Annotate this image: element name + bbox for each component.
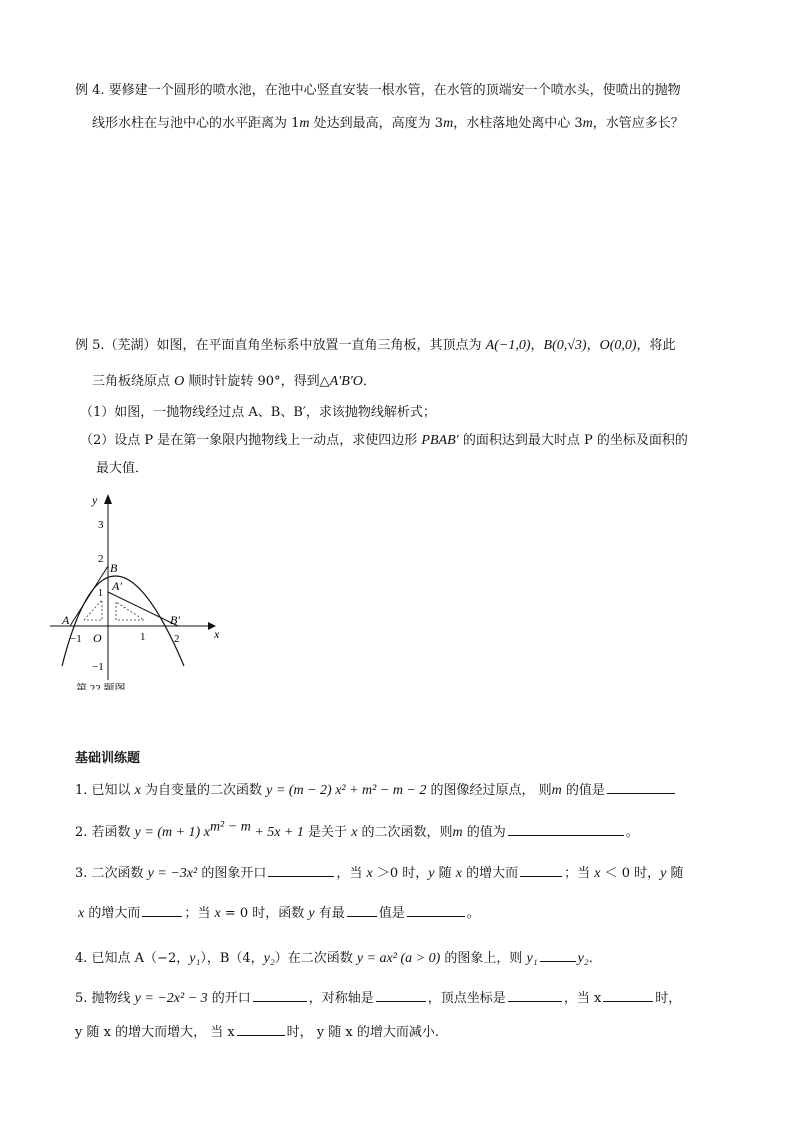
p5-text-d: ，顶点坐标是 <box>427 991 506 1006</box>
ex5-point-a: A(−1,0) <box>485 338 531 353</box>
ex5-origin: O <box>174 374 185 389</box>
point-b-label: B <box>110 561 118 575</box>
p5-blank-opening[interactable] <box>253 991 307 1002</box>
ex5-q1-text: （1）如图，一抛物线经过点 A、B、B′，求该抛物线解析式； <box>80 405 436 420</box>
p2-exponent: m² − m <box>209 819 251 835</box>
ex4-text1: 例 4. 要修建一个圆形的喷水池，在池中心竖直安装一根水管，在水管的顶端安一个喷水头，使喷出的抛物 <box>75 83 681 98</box>
p5-text-g: y 随 x 的增大而增大， 当 x <box>75 1025 235 1040</box>
p1-text-c: 的图像经过原点， 则 <box>426 783 552 798</box>
p3-var-x2: x <box>455 866 462 881</box>
p5-blank-vertex[interactable] <box>508 991 562 1002</box>
p5-text-a: 5. 抛物线 <box>75 991 135 1006</box>
origin-label: O <box>93 631 102 645</box>
p3-blank-increase[interactable] <box>520 866 562 877</box>
p1-text-b: 为自变量的二次函数 <box>140 783 267 798</box>
p4-answer-blank[interactable] <box>540 951 576 962</box>
ex5-q2 <box>80 434 688 448</box>
y-axis-label: y <box>92 493 98 507</box>
p5-blank-axis[interactable] <box>376 991 426 1002</box>
ex5-q2-line2 <box>96 462 148 475</box>
ex4-unit2: m <box>443 116 454 131</box>
ex4-text2a: 线形水柱在与池中心的水平距离为 1 <box>92 116 300 131</box>
p1-text-a: 1. 已知以 <box>75 783 135 798</box>
ex4-unit1: m <box>299 116 310 131</box>
ex4-unit3: m <box>582 116 593 131</box>
p1-answer-blank[interactable] <box>607 783 675 794</box>
p2-var-x: x <box>351 825 358 840</box>
inner-triangle-left <box>84 600 102 620</box>
parabola-curve <box>62 576 184 666</box>
y-axis-arrow <box>104 494 112 504</box>
problem-3-line1 <box>75 866 683 881</box>
p3-var-x5: x <box>214 906 221 921</box>
p1-text-d: 的值是 <box>561 783 605 798</box>
ex5-quadrilateral: PBAB′ <box>421 433 459 448</box>
p3-var-x1: x <box>366 866 373 881</box>
tick-x-1: 1 <box>140 631 146 643</box>
p5-text-c: ，对称轴是 <box>308 991 374 1006</box>
problem-3-line2 <box>78 906 480 921</box>
basics-title: 基础训练题 <box>75 751 141 766</box>
p3-text-v: 值是 <box>378 906 405 921</box>
p2-text-c: 的二次函数，则 <box>357 825 453 840</box>
p5-text-b: 的开口 <box>207 991 251 1006</box>
problem-5-line2 <box>75 1025 439 1039</box>
p5-function: y = −2x² − 3 <box>134 991 208 1006</box>
inner-triangle-right <box>116 602 144 620</box>
p4-text-c: ）在二次函数 <box>274 951 357 966</box>
p3-blank-value[interactable] <box>407 906 465 917</box>
p4-y2: y₂ <box>263 951 275 966</box>
x-axis-label: x <box>214 627 220 641</box>
p3-text-w: 。 <box>466 906 480 921</box>
ex5-triangle: A′B′O <box>329 374 363 389</box>
ex5-text2c: ． <box>362 374 376 389</box>
ex5-sep1: ， <box>530 338 544 353</box>
point-a-prime-label: A′ <box>112 579 122 593</box>
ex5-sep2: ， <box>586 338 600 353</box>
p5-blank-x1[interactable] <box>603 991 653 1002</box>
figure-caption: 第 22 题图 <box>76 683 126 690</box>
p3-blank-opening[interactable] <box>268 866 334 877</box>
p3-text-q: ；当 <box>184 906 215 921</box>
p5-text-e: ，当 x <box>563 991 602 1006</box>
p3-text-j: ；当 <box>564 866 595 881</box>
ex5-text2b: 顺时针旋转 90°，得到△ <box>184 374 330 389</box>
ex5-text1b: ，将此 <box>636 338 676 353</box>
ex5-q2-text-a: （2）设点 P 是在第一象限内抛物线上一动点，求使四边形 <box>80 433 422 448</box>
ex5-text1a: 例 5.（芜湖）如图，在平面直角坐标系中放置一直角三角板，其顶点为 <box>75 338 486 353</box>
p3-text-s: = 0 时，函数 <box>220 906 309 921</box>
p2-var-m: m <box>452 825 463 840</box>
p3-var-y1: y <box>428 866 435 881</box>
tick-x-2: 2 <box>174 633 180 645</box>
p2-function-b: + 5x + 1 <box>250 825 304 840</box>
ex5-point-b: B(0,√3) <box>543 338 587 353</box>
p3-text-p: 的增大而 <box>84 906 141 921</box>
p3-text-u: 有最 <box>314 906 345 921</box>
p4-y1: y₁ <box>189 951 201 966</box>
ex5-line2 <box>92 375 376 389</box>
p4-text-b: ），B（4， <box>200 951 264 966</box>
p2-text-d: 的值为 <box>462 825 506 840</box>
p5-text-f: 时， <box>655 991 682 1006</box>
ex4-line1 <box>75 84 681 97</box>
p4-y2-compare: y₂ <box>577 951 589 966</box>
ex5-q1 <box>80 406 436 419</box>
p5-blank-x2[interactable] <box>237 1025 285 1036</box>
p3-text-e: ＞0 时， <box>372 866 429 881</box>
p3-text-i: 的增大而 <box>461 866 519 881</box>
tick-y-3: 3 <box>98 519 104 531</box>
p3-var-y2: y <box>660 866 667 881</box>
p3-var-x3: x <box>594 866 601 881</box>
ex5-q2-text-b: 的面积达到最大时点 P 的坐标及面积的 <box>458 433 688 448</box>
p3-text-l: ＜ 0 时， <box>600 866 661 881</box>
problem-1 <box>75 783 677 798</box>
p4-text-a: 4. 已知点 A（−2， <box>75 951 190 966</box>
problem-2 <box>75 819 639 840</box>
ex4-text2d: ，水管应多长？ <box>592 116 684 131</box>
ex4-text2b: 处达到最高，高度为 3 <box>309 116 444 131</box>
ex5-q2-text-c: 最大值． <box>96 461 149 476</box>
tick-x-neg1: −1 <box>70 633 82 645</box>
p3-text-a: 3. 二次函数 <box>75 866 148 881</box>
p3-text-n: 随 <box>666 866 684 881</box>
p3-blank-decrease[interactable] <box>142 906 182 917</box>
p4-text-d: 的图象上，则 <box>440 951 527 966</box>
p2-function-a: y = (m + 1) x <box>134 825 210 840</box>
problem-4 <box>75 951 602 966</box>
p2-text-e: 。 <box>625 825 639 840</box>
p3-text-g: 随 <box>434 866 456 881</box>
ex5-point-o: O(0,0) <box>599 338 637 353</box>
p2-text-b: 是关于 <box>303 825 352 840</box>
ex5-text2a: 三角板绕原点 <box>92 374 175 389</box>
p4-text-g: ． <box>588 951 602 966</box>
ex4-line2 <box>92 117 684 131</box>
p1-var-m: m <box>551 783 562 798</box>
p3-blank-extreme[interactable] <box>347 906 377 917</box>
ex5-line1 <box>75 339 676 353</box>
p4-y1-compare: y₁ <box>526 951 538 966</box>
p3-function: y = −3x² <box>147 866 198 881</box>
tick-y-neg1: −1 <box>92 661 104 673</box>
point-b-prime-label: B′ <box>170 613 180 627</box>
ex4-text2c: ，水柱落地处离中心 3 <box>453 116 583 131</box>
parabola-graph <box>48 490 228 690</box>
p5-text-h: 时， y 随 x 的增大而减小. <box>286 1025 440 1040</box>
tick-y-1: 1 <box>98 588 103 599</box>
p3-var-y3: y <box>308 906 315 921</box>
p4-function: y = ax² (a > 0) <box>356 951 441 966</box>
p3-text-c: ，当 <box>336 866 367 881</box>
coordinate-figure <box>48 490 228 690</box>
point-a-label: A <box>62 613 70 627</box>
p2-answer-blank[interactable] <box>508 825 624 836</box>
p1-function: y = (m − 2) x² + m² − m − 2 <box>266 783 427 798</box>
p2-text-a: 2. 若函数 <box>75 825 135 840</box>
p3-var-x4: x <box>78 906 85 921</box>
p1-var-x: x <box>134 783 141 798</box>
tick-y-2: 2 <box>98 553 104 565</box>
p3-text-b: 的图象开口 <box>197 866 267 881</box>
problem-5-line1 <box>75 991 681 1006</box>
segment-a-prime-b-prime <box>108 592 178 626</box>
